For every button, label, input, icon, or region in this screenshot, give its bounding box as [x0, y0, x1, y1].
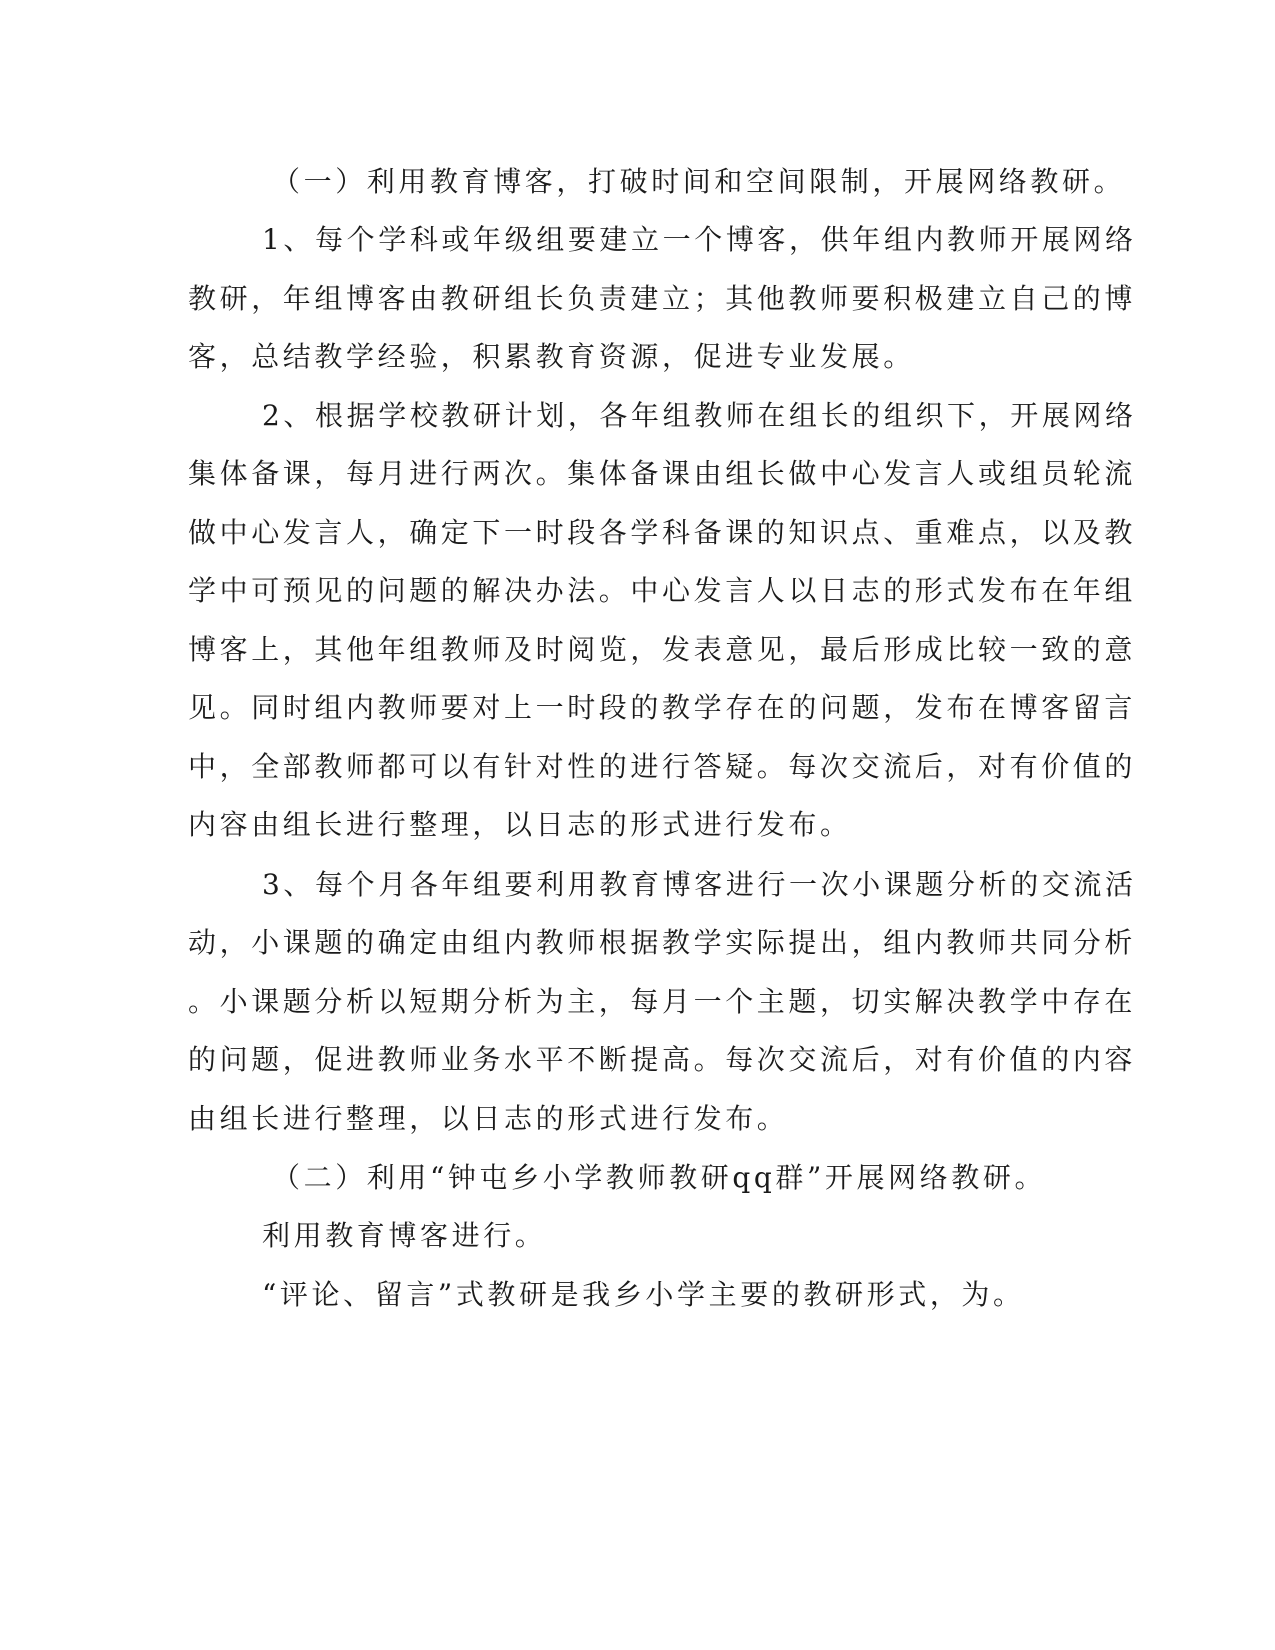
- paragraph-3-line-1: 3、每个月各年组要利用教育博客进行一次小课题分析的交流活: [262, 868, 1137, 901]
- section-heading-2: （二）利用“钟屯乡小学教师教研qq群”开展网络教研。: [272, 1161, 1047, 1194]
- paragraph-3-line-5: 由组长进行整理，以日志的形式进行发布。: [188, 1102, 789, 1135]
- section-heading-1: （一）利用教育博客，打破时间和空间限制，开展网络教研。: [272, 165, 1126, 198]
- paragraph-3-line-4: 的问题，促进教师业务水平不断提高。每次交流后，对有价值的内容: [188, 1043, 1137, 1076]
- paragraph-2-line-8: 内容由组长进行整理，以日志的形式进行发布。: [188, 808, 852, 841]
- paragraph-2-line-4: 学中可预见的问题的解决办法。中心发言人以日志的形式发布在年组: [188, 574, 1137, 607]
- paragraph-4-line-1: 利用教育博客进行。: [262, 1219, 547, 1252]
- paragraph-3-line-3: 。小课题分析以短期分析为主，每月一个主题，切实解决教学中存在: [188, 985, 1137, 1018]
- paragraph-2-line-6: 见。同时组内教师要对上一时段的教学存在的问题，发布在博客留言: [188, 691, 1137, 724]
- paragraph-2-line-1: 2、根据学校教研计划，各年组教师在组长的组织下，开展网络: [262, 399, 1137, 432]
- paragraph-5-line-1: “评论、留言”式教研是我乡小学主要的教研形式，为。: [262, 1278, 1025, 1311]
- paragraph-2-line-2: 集体备课，每月进行两次。集体备课由组长做中心发言人或组员轮流: [188, 457, 1137, 490]
- paragraph-1-line-3: 客，总结教学经验，积累教育资源，促进专业发展。: [188, 340, 915, 373]
- paragraph-1-line-2: 教研，年组博客由教研组长负责建立；其他教师要积极建立自己的博: [188, 282, 1137, 315]
- paragraph-3-line-2: 动，小课题的确定由组内教师根据教学实际提出，组内教师共同分析: [188, 926, 1137, 959]
- paragraph-2-line-5: 博客上，其他年组教师及时阅览，发表意见，最后形成比较一致的意: [188, 633, 1137, 666]
- paragraph-2-line-3: 做中心发言人，确定下一时段各学科备课的知识点、重难点，以及教: [188, 516, 1137, 549]
- paragraph-2-line-7: 中，全部教师都可以有针对性的进行答疑。每次交流后，对有价值的: [188, 750, 1137, 783]
- paragraph-1-line-1: 1、每个学科或年级组要建立一个博客，供年组内教师开展网络: [262, 223, 1137, 256]
